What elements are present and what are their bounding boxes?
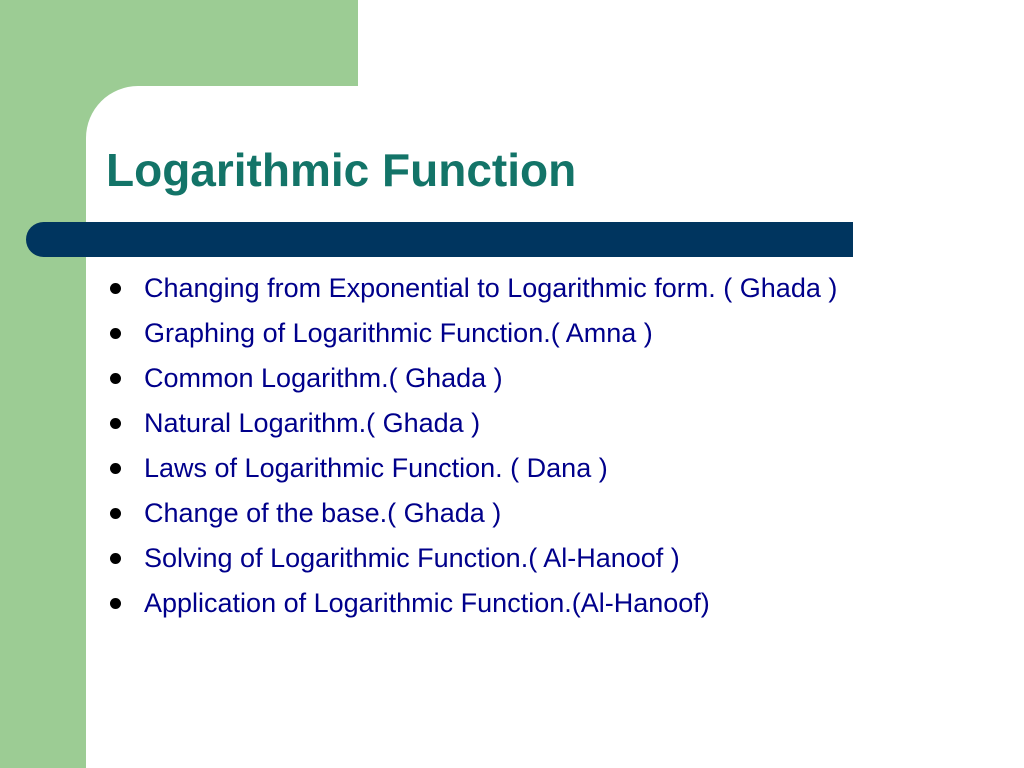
list-item xyxy=(106,405,906,441)
bullet-text: Common Logarithm.( Ghada ) xyxy=(144,363,503,393)
list-item xyxy=(106,450,906,486)
bullet-text: Changing from Exponential to Logarithmic form. ( Ghada ) xyxy=(144,273,838,303)
list-item xyxy=(106,540,906,576)
list-item xyxy=(106,315,906,351)
bullet-dot-icon xyxy=(110,508,121,519)
list-item xyxy=(106,495,906,531)
title-underline-bar xyxy=(26,222,853,257)
bullet-dot-icon xyxy=(110,373,121,384)
bullet-dot-icon xyxy=(110,598,121,609)
bullet-dot-icon xyxy=(110,283,121,294)
list-item xyxy=(106,270,906,306)
bullet-text: Change of the base.( Ghada ) xyxy=(144,498,502,528)
bullet-text: Application of Logarithmic Function.(Al-Hanoof) xyxy=(144,588,710,618)
slide-title: Logarithmic Function xyxy=(106,144,577,196)
list-item xyxy=(106,585,906,621)
bullet-text: Graphing of Logarithmic Function.( Amna ) xyxy=(144,318,653,348)
bullet-text: Solving of Logarithmic Function.( Al-Hanoof ) xyxy=(144,543,680,573)
bullet-text: Laws of Logarithmic Function. ( Dana ) xyxy=(144,453,608,483)
bullet-dot-icon xyxy=(110,463,121,474)
list-item xyxy=(106,360,906,396)
bullet-dot-icon xyxy=(110,328,121,339)
bullet-list xyxy=(106,270,906,630)
bullet-text: Natural Logarithm.( Ghada ) xyxy=(144,408,481,438)
bullet-dot-icon xyxy=(110,553,121,564)
bullet-dot-icon xyxy=(110,418,121,429)
